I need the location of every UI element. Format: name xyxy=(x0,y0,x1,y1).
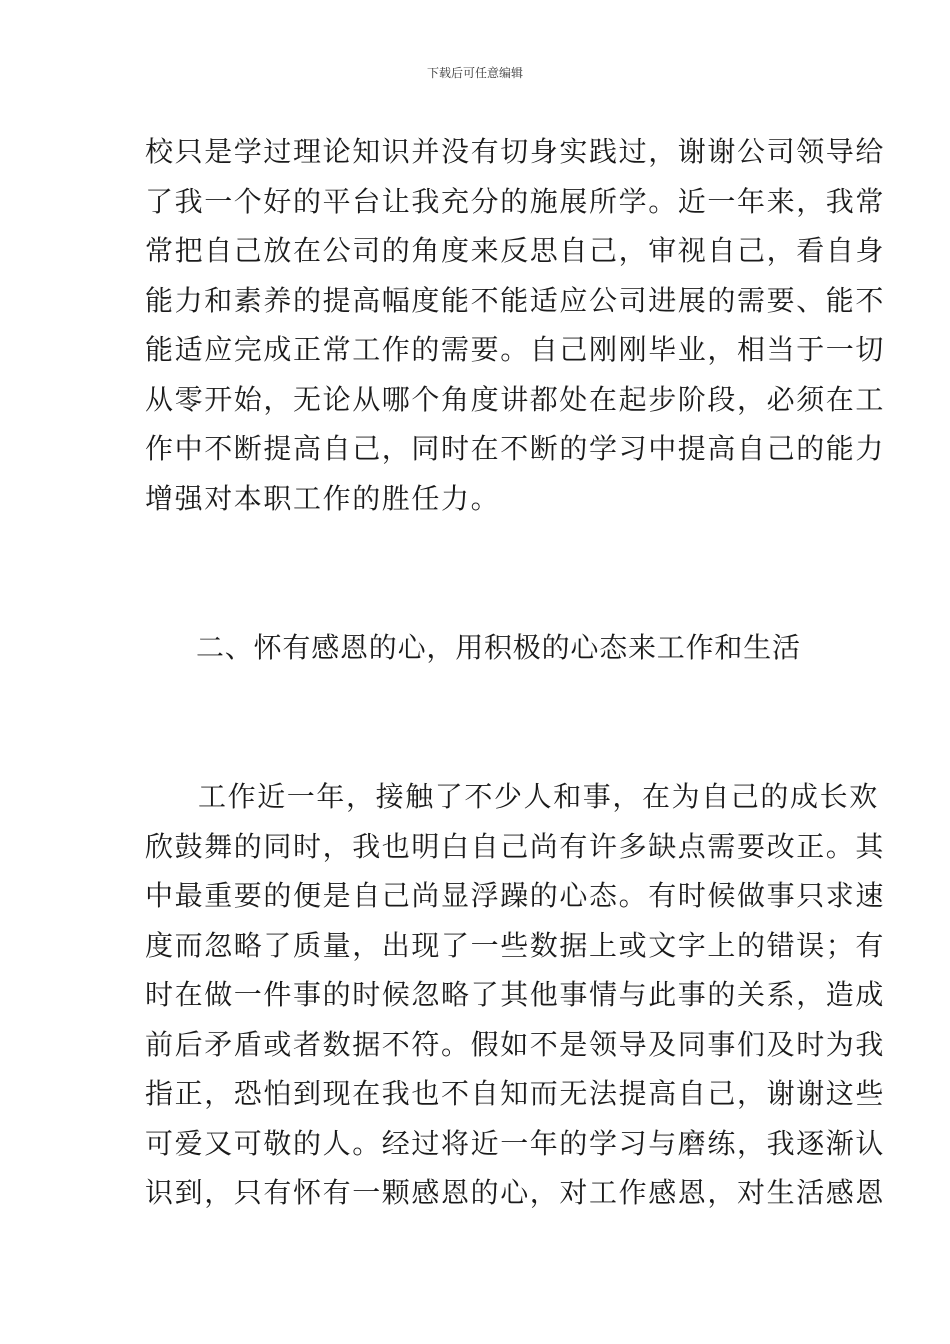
paragraph-2-line: 度而忽略了质量，出现了一些数据上或文字上的错误；有 xyxy=(145,929,886,962)
paragraph-1-line: 了我一个好的平台让我充分的施展所学。近一年来，我常 xyxy=(145,185,886,218)
paragraph-1-line: 常把自己放在公司的角度来反思自己，审视自己，看自身 xyxy=(145,234,886,267)
paragraph-2-line: 中最重要的便是自己尚显浮躁的心态。有时候做事只求速 xyxy=(145,879,886,912)
paragraph-1-line: 能力和素养的提高幅度能不能适应公司进展的需要、能不 xyxy=(145,284,886,317)
paragraph-1-line: 作中不断提高自己，同时在不断的学习中提高自己的能力 xyxy=(145,432,886,465)
paragraph-2-line: 时在做一件事的时候忽略了其他事情与此事的关系，造成 xyxy=(145,978,886,1011)
paragraph-1-line: 校只是学过理论知识并没有切身实践过，谢谢公司领导给 xyxy=(145,135,886,168)
paragraph-2-line: 欣鼓舞的同时，我也明白自己尚有许多缺点需要改正。其 xyxy=(145,830,886,863)
section-heading: 二、怀有感恩的心，用积极的心态来工作和生活 xyxy=(196,631,801,664)
paragraph-1-line: 从零开始，无论从哪个角度讲都处在起步阶段，必须在工 xyxy=(145,383,886,416)
paragraph-1-line: 能适应完成正常工作的需要。自己刚刚毕业，相当于一切 xyxy=(145,333,886,366)
paragraph-2-line: 前后矛盾或者数据不符。假如不是领导及同事们及时为我 xyxy=(145,1028,886,1061)
paragraph-2-line: 可爱又可敬的人。经过将近一年的学习与磨练，我逐渐认 xyxy=(145,1127,886,1160)
paragraph-2-line: 指正，恐怕到现在我也不自知而无法提高自己，谢谢这些 xyxy=(145,1077,886,1110)
paragraph-2-line: 识到，只有怀有一颗感恩的心，对工作感恩，对生活感恩 xyxy=(145,1176,886,1209)
paragraph-2-line: 工作近一年，接触了不少人和事，在为自己的成长欢 xyxy=(198,780,879,813)
paragraph-1-line: 增强对本职工作的胜任力。 xyxy=(145,482,501,515)
page-header: 下载后可任意编辑 xyxy=(426,66,523,80)
